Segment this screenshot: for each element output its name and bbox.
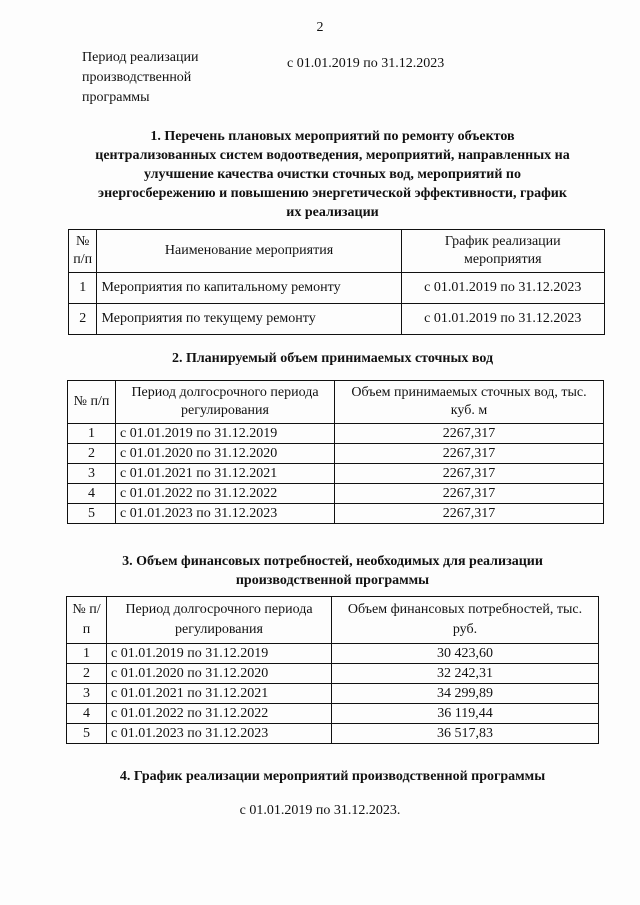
table-row [67,684,599,704]
row-number: 4 [68,484,116,504]
volume-cell: 2267,317 [335,424,604,444]
section4-period: с 01.01.2019 по 31.12.2023. [239,803,401,818]
column-header-period: Период долгосрочного периода регулирования [116,381,335,424]
table-row [68,484,604,504]
page-number: 2 [316,20,324,35]
column-header-schedule: График реализации мероприятия [401,230,604,273]
period-cell: с 01.01.2023 по 31.12.2023 [107,724,332,744]
row-number: 5 [67,724,107,744]
table-header-row [68,381,604,424]
row-number: 1 [67,644,107,664]
amount-cell: 36 517,83 [332,724,599,744]
period-cell: с 01.01.2019 по 31.12.2019 [116,424,335,444]
volume-cell: 2267,317 [335,444,604,464]
period-cell: с 01.01.2020 по 31.12.2020 [116,444,335,464]
column-header-period: Период долгосрочного периода регулирования [107,597,332,644]
table-header-row [69,230,605,273]
period-label: Период реализации производственной программы [82,50,199,105]
period-cell: с 01.01.2019 по 31.12.2019 [107,644,332,664]
period-cell: с 01.01.2021 по 31.12.2021 [107,684,332,704]
column-header-volume: Объем принимаемых сточных вод, тыс. куб. м [335,381,604,424]
amount-cell: 34 299,89 [332,684,599,704]
row-number: 2 [69,304,97,335]
row-number: 1 [69,273,97,304]
row-number: 3 [67,684,107,704]
table-row [67,724,599,744]
volume-cell: 2267,317 [335,504,604,524]
section3-title: 3. Объем финансовых потребностей, необходимых для реализации производственной программы [122,554,543,588]
amount-cell: 30 423,60 [332,644,599,664]
measures-table [68,229,605,335]
period-value: с 01.01.2019 по 31.12.2023 [287,56,445,71]
column-header-number: № п/п [67,597,107,644]
row-number: 3 [68,464,116,484]
period-cell: с 01.01.2021 по 31.12.2021 [116,464,335,484]
column-header-number: № п/п [68,381,116,424]
financial-needs-table [66,596,599,744]
table-row [69,273,605,304]
measure-name: Мероприятия по текущему ремонту [97,304,401,335]
row-number: 2 [67,664,107,684]
table-row [67,704,599,724]
section1-title: 1. Перечень плановых мероприятий по ремонту объектов централизованных систем водоотведения, мероприятий, направленных на улучшение качества очистки сточных вод, мероприятий по энергосбережению и повышению энергетической эффективности, график их реализации [95,129,570,220]
row-number: 1 [68,424,116,444]
period-cell: с 01.01.2022 по 31.12.2022 [107,704,332,724]
measure-schedule: с 01.01.2019 по 31.12.2023 [401,273,604,304]
table-row [68,444,604,464]
row-number: 5 [68,504,116,524]
column-header-amount: Объем финансовых потребностей, тыс. руб. [332,597,599,644]
table-row [67,644,599,664]
period-cell: с 01.01.2020 по 31.12.2020 [107,664,332,684]
table-row [67,664,599,684]
table-header-row [67,597,599,644]
wastewater-volume-table [67,380,604,524]
amount-cell: 32 242,31 [332,664,599,684]
period-cell: с 01.01.2023 по 31.12.2023 [116,504,335,524]
row-number: 4 [67,704,107,724]
section2-title: 2. Планируемый объем принимаемых сточных вод [171,351,494,366]
column-header-name: Наименование мероприятия [97,230,401,273]
table-row [68,504,604,524]
measure-schedule: с 01.01.2019 по 31.12.2023 [401,304,604,335]
volume-cell: 2267,317 [335,464,604,484]
section4-title: 4. График реализации мероприятий производственной программы [119,769,546,784]
row-number: 2 [68,444,116,464]
column-header-number: № п/п [69,230,97,273]
table-row [68,424,604,444]
volume-cell: 2267,317 [335,484,604,504]
period-cell: с 01.01.2022 по 31.12.2022 [116,484,335,504]
table-row [69,304,605,335]
measure-name: Мероприятия по капитальному ремонту [97,273,401,304]
table-row [68,464,604,484]
amount-cell: 36 119,44 [332,704,599,724]
